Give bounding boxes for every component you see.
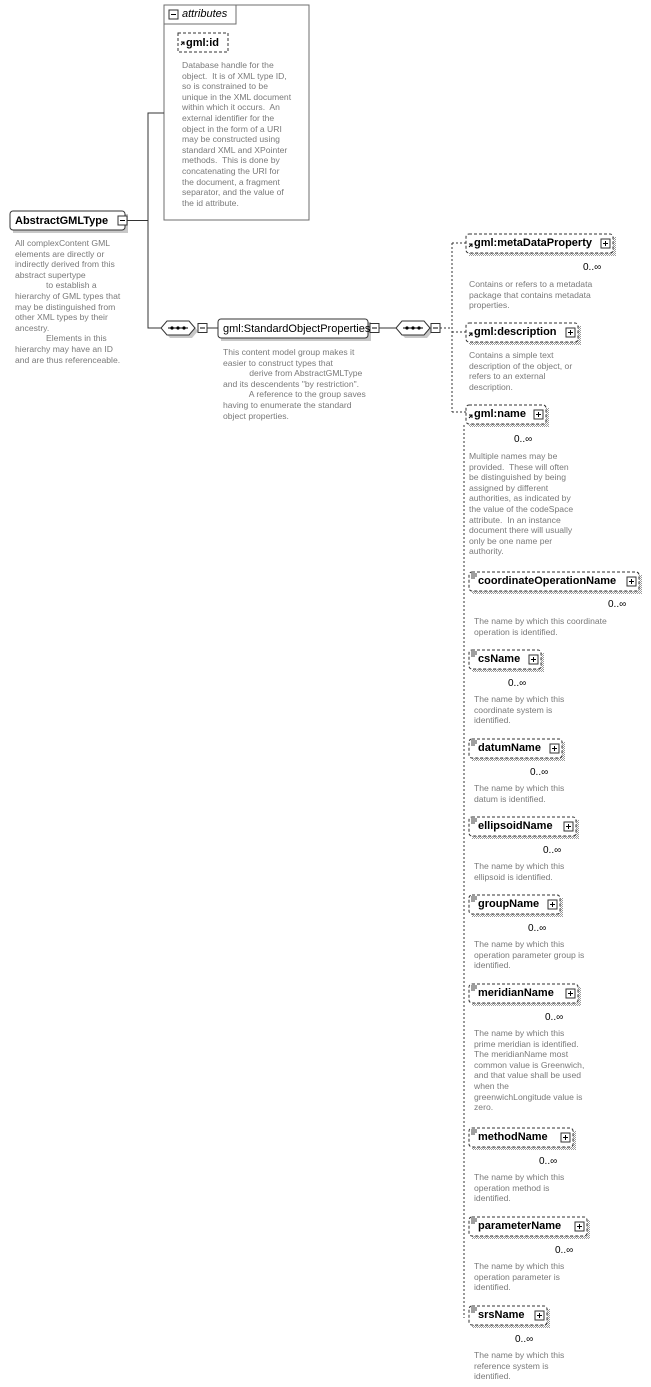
name-substitution-name[interactable]: ellipsoidName: [478, 820, 553, 832]
name-substitution-expand-icon[interactable]: [561, 1133, 571, 1143]
sequence-1-icon[interactable]: [161, 321, 195, 335]
name-substitution-occurrence: 0..∞: [545, 1012, 564, 1023]
name-substitution-doc: The name by which this operation method is identified.: [474, 1172, 565, 1204]
element-name[interactable]: gml:description: [474, 326, 557, 338]
element-occurrence: 0..∞: [514, 434, 533, 445]
root-type-doc: All complexContent GML elements are directly or indirectly derived from this abstract supertype to establish a hierarchy of GML types that may be distinguished from other XML types by their ancestry. Elements in this hierarchy may have an ID and are thus referenceable.: [15, 238, 121, 365]
name-substitution-doc: The name by which this coordinate system is identified.: [474, 694, 565, 726]
name-substitution-doc: The name by which this prime meridian is identified. The meridianName most common value is Greenwich, and that value shall be used when the greenwichLongitude value is zero.: [474, 1028, 585, 1113]
root-collapse-icon[interactable]: [118, 216, 128, 226]
name-substitution-expand-icon[interactable]: [575, 1222, 585, 1232]
name-substitution-doc: The name by which this datum is identified.: [474, 783, 565, 804]
element-expand-icon[interactable]: [566, 328, 576, 338]
name-substitution-expand-icon[interactable]: [529, 655, 539, 665]
root-connectors: [127, 113, 164, 328]
name-substitution-name[interactable]: datumName: [478, 742, 541, 754]
name-substitution-occurrence: 0..∞: [555, 1245, 574, 1256]
name-substitution-doc: The name by which this operation parameter group is identified.: [474, 939, 585, 971]
name-substitution-name[interactable]: groupName: [478, 898, 540, 910]
name-substitution-expand-icon[interactable]: [627, 577, 637, 587]
element-doc: Contains or refers to a metadata package that contains metadata properties.: [469, 279, 593, 311]
root-type-name[interactable]: AbstractGMLType: [15, 215, 109, 227]
group-doc: This content model group makes it easier to construct types that derive from AbstractGMLType and its descendents "by restriction". A reference to the group saves having to enumerate the standard object properties.: [223, 347, 366, 421]
name-substitution-name[interactable]: parameterName: [478, 1220, 562, 1232]
name-substitution-expand-icon[interactable]: [564, 822, 574, 832]
element-expand-icon[interactable]: [534, 410, 544, 420]
name-substitution-expand-icon[interactable]: [548, 900, 558, 910]
name-substitution-expand-icon[interactable]: [566, 989, 576, 999]
name-substitution-expand-icon[interactable]: [550, 744, 560, 754]
name-substitution-doc: The name by which this ellipsoid is identified.: [474, 861, 565, 882]
element-occurrence: 0..∞: [583, 262, 602, 273]
name-substitution-occurrence: 0..∞: [608, 599, 627, 610]
element-name[interactable]: gml:metaDataProperty: [474, 237, 592, 249]
name-substitution-occurrence: 0..∞: [530, 767, 549, 778]
name-substitution-occurrence: 0..∞: [539, 1156, 558, 1167]
name-substitution-doc: The name by which this reference system is identified.: [474, 1350, 565, 1382]
name-substitution-occurrence: 0..∞: [508, 678, 527, 689]
name-substitution-name[interactable]: meridianName: [478, 987, 554, 999]
sequence-2-icon[interactable]: [396, 321, 430, 335]
name-substitution-doc: The name by which this operation parameter is identified.: [474, 1261, 565, 1293]
group-name[interactable]: gml:StandardObjectProperties: [223, 323, 371, 335]
name-substitution-name[interactable]: coordinateOperationName: [478, 575, 617, 587]
attribute-gml-id-doc: Database handle for the object. It is of XML type ID, so is constrained to be unique in the XML document within which it occurs. An external identifier for the object in the form of a URI may be constructed using standard XML and XPointer methods. This is done by concatenating the URI for the document, a fragment separator, and the value of the id attribute.: [182, 60, 292, 208]
attributes-title: attributes: [182, 8, 228, 20]
name-substitution-name[interactable]: srsName: [478, 1309, 525, 1321]
name-substitution-occurrence: 0..∞: [528, 923, 547, 934]
name-substitution-occurrence: 0..∞: [515, 1334, 534, 1345]
name-substitution-occurrence: 0..∞: [543, 845, 562, 856]
sequence-2-connectors: [440, 243, 466, 412]
name-substitution-expand-icon[interactable]: [535, 1311, 545, 1321]
name-substitution-name[interactable]: methodName: [478, 1131, 548, 1143]
attribute-gml-id[interactable]: gml:id: [186, 37, 219, 49]
name-substitution-name[interactable]: csName: [478, 653, 521, 665]
element-doc: Contains a simple text description of the object, or refers to an external description.: [469, 350, 573, 392]
element-doc: Multiple names may be provided. These will often be distinguished by being assigned by different authorities, as indicated by the value of the codeSpace attribute. In an instance document there will usually only be one name per authority.: [469, 451, 574, 557]
element-expand-icon[interactable]: [601, 239, 611, 249]
element-name[interactable]: gml:name: [474, 408, 526, 420]
name-substitution-doc: The name by which this coordinate operation is identified.: [474, 616, 607, 637]
